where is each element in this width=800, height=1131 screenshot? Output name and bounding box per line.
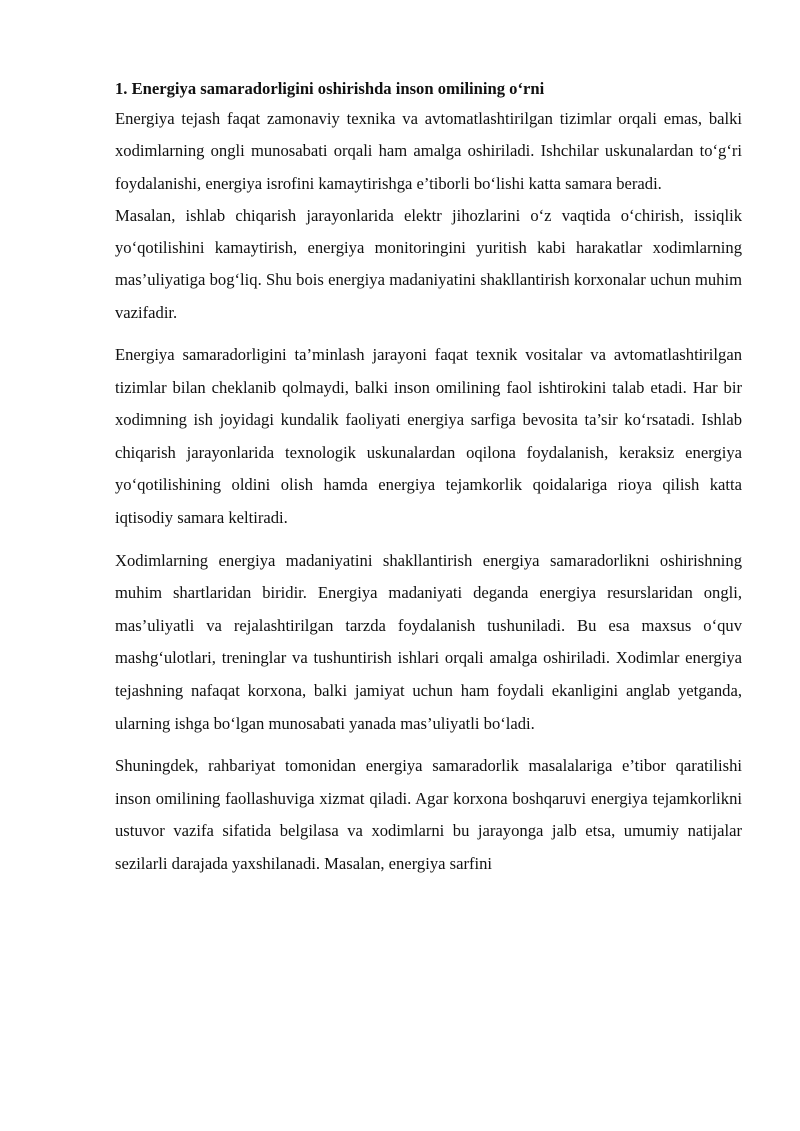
paragraph-1: Energiya tejash faqat zamonaviy texnika va avtomatlashtirilgan tizimlar orqali emas, balki xodimlarning ongli munosabati orqali ham amalga oshiriladi. Ishchilar uskunalardan to‘g‘ri foydalanishi, energiya isrofini kamaytirishga e’tiborli bo‘lishi katta samara beradi. bbox=[115, 109, 742, 193]
paragraph-2: Masalan, ishlab chiqarish jarayonlarida elektr jihozlarini o‘z vaqtida o‘chirish, issiqlik yo‘qotilishini kamaytirish, energiya monitoringini yuritish kabi harakatlar xodimlarning mas’uliyatiga bog‘liq. Shu bois energiya madaniyatini shakllantirish korxonalar uchun muhim vazifadir. bbox=[115, 205, 742, 322]
paragraph-3: Energiya samaradorligini ta’minlash jarayoni faqat texnik vositalar va avtomatlashtirilgan tizimlar bilan cheklanib qolmaydi, balki inson omilining faol ishtirokini talab etadi. Har bir xodimning ish joyidagi kundalik faoliyati energiya sarfiga bevosita ta’sir ko‘rsatadi. Ishlab chiqarish jarayonlarida texnologik uskunalardan oqilona foydalanish, keraksiz energiya yo‘qotilishining oldini olish hamda energiya tejamkorlik qoidalariga rioya qilish katta iqtisodiy samara keltiradi. bbox=[115, 345, 742, 528]
section-heading: 1. Energiya samaradorligini oshirishda inson omilining o‘rni bbox=[115, 79, 545, 98]
paragraph-5: Shuningdek, rahbariyat tomonidan energiya samaradorlik masalalariga e’tibor qaratilishi inson omilining faollashuviga xizmat qiladi. Agar korxona boshqaruvi energiya tejamkorlikni ustuvor vazifa sifatida belgilasa va xodimlarni bu jarayonga jalb etsa, umumiy natijalar sezilarli darajada yaxshilanadi. Masalan, energiya sarfini bbox=[115, 756, 742, 873]
paragraph-4: Xodimlarning energiya madaniyatini shakllantirish energiya samaradorlikni oshirishning muhim shartlaridan biridir. Energiya madaniyati deganda energiya resurslaridan ongli, mas’uliyatli va rejalashtirilgan tarzda foydalanish tushuniladi. Bu esa maxsus o‘quv mashg‘ulotlari, treninglar va tushuntirish ishlari orqali amalga oshiriladi. Xodimlar energiya tejashning nafaqat korxona, balki jamiyat uchun ham foydali ekanligini anglab yetganda, ularning ishga bo‘lgan munosabati yanada mas’uliyatli bo‘ladi. bbox=[115, 550, 742, 733]
document-page bbox=[115, 75, 742, 881]
